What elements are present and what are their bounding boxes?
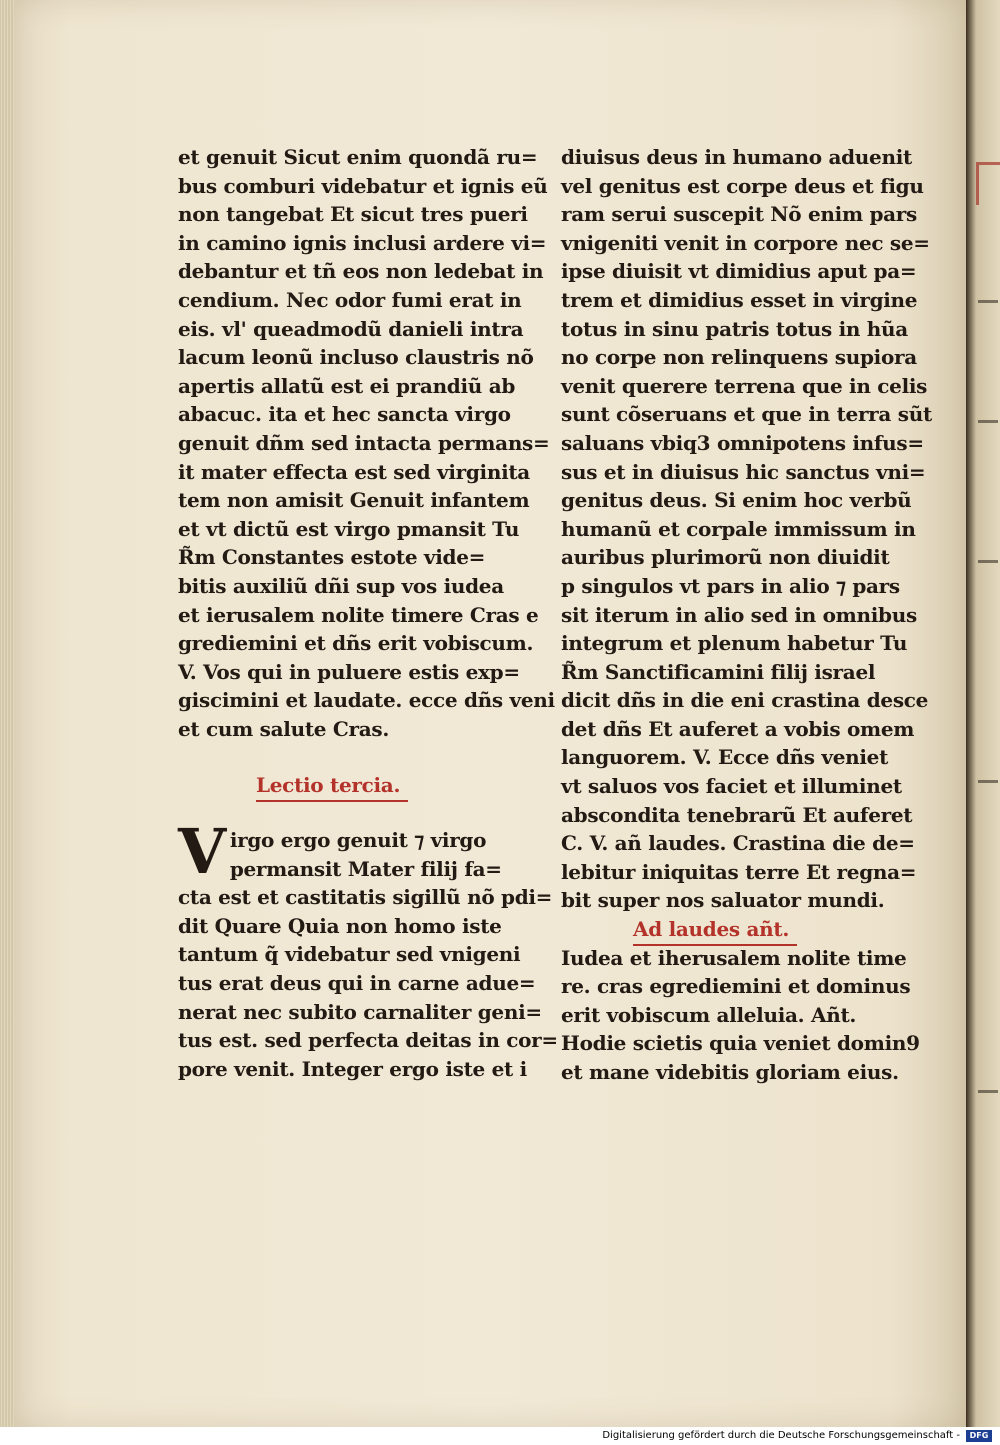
text-line: genitus deus. Si enim hoc verbũ [561, 488, 912, 513]
adjacent-page-edge [966, 0, 1000, 1427]
right-column-lines-1 [561, 143, 932, 915]
text-line: grediemini et dñs erit vobiscum. [178, 631, 534, 656]
text-line: cendium. Nec odor fumi erat in [178, 287, 522, 312]
right-text-column [561, 143, 932, 1087]
text-line: et mane videbitis gloriam eius. [561, 1060, 899, 1084]
text-line: tem non amisit Genuit infantem [178, 488, 530, 513]
text-line: bit super nos saluator mundi. [561, 888, 885, 913]
text-line: bus comburi videbatur et ignis eũ [178, 173, 548, 198]
text-line: vt saluos vos faciet et illuminet [561, 774, 902, 799]
text-line: tus est. sed perfecta deitas in cor= [178, 1028, 558, 1053]
lectio-heading-text: Lectio tercia. [256, 771, 408, 802]
left-column-lines-1 [178, 143, 555, 743]
text-line: trem et dimidius esset in virgine [561, 287, 918, 312]
text-line: et ierusalem nolite timere Cras e [178, 602, 539, 627]
adjacent-page-text-mark [978, 1090, 998, 1093]
text-line: languorem. V. Ecce dñs veniet [561, 745, 889, 770]
adjacent-page-rubric-mark [976, 162, 1000, 205]
text-line: pore venit. Integer ergo iste et i [178, 1056, 527, 1081]
text-line: giscimini et laudate. ecce dñs veni [178, 688, 555, 713]
ad-laudes-heading-text: Ad laudes añt. [633, 915, 797, 946]
left-column-lines-2 [178, 815, 558, 1083]
text-line: apertis allatũ est ei prandiũ ab [178, 373, 516, 398]
text-line: sit iterum in alio sed in omnibus [561, 602, 917, 627]
text-line: re. cras egrediemini et dominus [561, 974, 911, 999]
text-line: lebitur iniquitas terre Et regna= [561, 859, 917, 884]
text-line: abscondita tenebrarũ Et auferet [561, 802, 913, 827]
text-line: totus in sinu patris totus in hũa [561, 316, 908, 341]
adjacent-page-text-mark [978, 780, 998, 783]
adjacent-page-text-mark [978, 560, 998, 563]
text-line: V. Vos qui in puluere estis exp= [178, 659, 520, 684]
left-text-column [178, 143, 558, 1083]
text-line: nerat nec subito carnaliter geni= [178, 999, 542, 1024]
text-line: R̃m Sanctificamini filij israel [561, 659, 876, 684]
text-line: abacuc. ita et hec sancta virgo [178, 402, 511, 427]
text-line: dicit dñs in die eni crastina desce [561, 688, 929, 713]
text-line: tantum q̃ videbatur sed vnigeni [178, 942, 521, 967]
page-stack-edge [0, 0, 14, 1427]
text-line: genuit dñm sed intacta permans= [178, 430, 550, 455]
text-line: R̃m Constantes estote vide= [178, 545, 486, 570]
right-column-lines-2 [561, 944, 920, 1087]
text-line: ipse diuisit vt dimidius aput pa= [561, 259, 917, 284]
text-line: irgo ergo genuit ⁊ virgo [229, 828, 487, 853]
text-line: eis. vl' queadmodũ danieli intra [178, 316, 524, 341]
text-line: lacum leonũ incluso claustris nõ [178, 345, 534, 370]
text-line: vel genitus est corpe deus et figu [561, 173, 924, 198]
text-line: p singulos vt pars in alio ⁊ pars [561, 573, 900, 598]
text-line: humanũ et corpale immissum in [561, 516, 916, 541]
text-line: in camino ignis inclusi ardere vi= [178, 230, 547, 255]
text-line: no corpe non relinquens supiora [561, 345, 917, 370]
text-line: saluans vbiq3 omnipotens infus= [561, 430, 924, 455]
text-line: Iudea et iherusalem nolite time [561, 945, 907, 970]
text-line: diuisus deus in humano aduenit [561, 145, 912, 169]
funding-credit: Digitalisierung gefördert durch die Deutsche Forschungsgemeinschaft - [602, 1430, 960, 1441]
ad-laudes-heading [561, 915, 886, 944]
text-line: cta est et castitatis sigillũ nõ pdi= [178, 885, 553, 910]
text-line: non tangebat Et sicut tres pueri [178, 202, 528, 227]
lectio-heading [178, 771, 508, 800]
text-line: Hodie scietis quia veniet domin9 [561, 1031, 920, 1056]
text-line: venit querere terrena que in celis [561, 373, 928, 398]
book-page [14, 0, 966, 1427]
lectio-paragraph [178, 815, 558, 1083]
text-line: debantur et tñ eos non ledebat in [178, 259, 544, 284]
text-line: ram serui suscepit Nõ enim pars [561, 202, 918, 227]
text-line: vnigeniti venit in corpore nec se= [561, 230, 930, 255]
dfg-logo: DFG [966, 1430, 992, 1442]
text-line: sunt cõseruans et que in terra sũt [561, 402, 932, 427]
text-line: det dñs Et auferet a vobis omem [561, 716, 915, 741]
text-line: sus et in diuisus hic sanctus vni= [561, 459, 926, 484]
text-line: erit vobiscum alleluia. Añt. [561, 1002, 857, 1027]
text-line: bitis auxiliũ dñi sup vos iudea [178, 573, 504, 598]
text-line: et vt dictũ est virgo pmansit Tu [178, 516, 520, 541]
text-line: et genuit Sicut enim quondã ru= [178, 145, 538, 169]
footer-bar [0, 1427, 1000, 1445]
text-line: dit Quare Quia non homo iste [178, 913, 502, 938]
adjacent-page-text-mark [978, 300, 998, 303]
initial-letter: V [178, 815, 226, 889]
text-line: permansit Mater filij fa= [229, 856, 502, 881]
text-line: integrum et plenum habetur Tu [561, 631, 908, 656]
text-line: it mater effecta est sed virginita [178, 459, 530, 484]
text-line: auribus plurimorũ non diuidit [561, 545, 890, 570]
text-line: et cum salute Cras. [178, 716, 389, 741]
text-line: tus erat deus qui in carne adue= [178, 971, 536, 996]
text-line: C. V. añ laudes. Crastina die de= [561, 831, 915, 856]
adjacent-page-text-mark [978, 420, 998, 423]
